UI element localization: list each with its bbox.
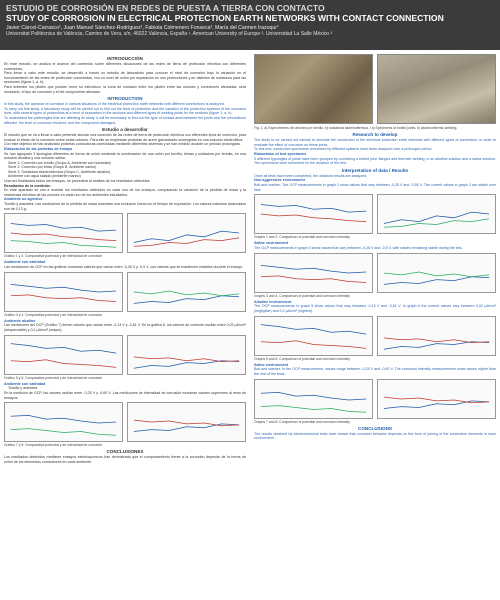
chart-row: [254, 253, 496, 293]
chart-row: [4, 402, 246, 442]
interpretation-subheading: Non-aggressive environment: [254, 178, 305, 183]
graph-potential: [254, 316, 373, 356]
chart-row: [4, 213, 246, 253]
graph-intensity: [127, 272, 246, 312]
specimen-photo-welded: [377, 54, 496, 124]
graph-intensity: [127, 335, 246, 375]
methods-es-paragraph: Se han agrupado 3 tipologías diferentes de forma de unión mediante la combinación de una unión por tornillo, bridas y soldadura por termita, en una solución alcalina y una solución salina.: [4, 151, 246, 161]
intro-en-paragraph: To understand the pathologies that are affecting its study, it will be necessary to find out the type of contact area between the joints and the connections affected, the level of corrosion involved, and the component damaged.: [4, 115, 246, 125]
methods-es-paragraph: Con este objetivo se han analizado probetas conductoras conectadas mediante diferentes sistemas y se han medido durante un periodo prolongado.: [4, 142, 242, 147]
results-es-paragraph: Las mediciones del OCP (Gráfico 7) tienen valores que varían entre -0,14 V y -0,61 V. En la gráfica 8, los valores de corriente oscilan entre 0,02 μA/cm² (despreciable) y 0,2 μA/cm² (mayor).: [4, 323, 246, 332]
methods-es-title: Estudio a desarrollar: [102, 127, 148, 133]
results-es-paragraph: En este apartado se van a mostrar los resultados obtenidos en cada uno de los ensayos, comparando la variación de la pérdida de masa y la resistencia eléctrica de las uniones en cada uno de los ambientes estudiados.: [4, 188, 246, 197]
intro-en-paragraph: In this study, the advance of corrosion in various situations of the electrical protection earth networks with different connections is analyzed.: [4, 102, 225, 107]
graph-intensity: [377, 253, 496, 293]
results-es-subheading: Ambiente con salinidad: [4, 381, 46, 386]
graph-intensity: [377, 316, 496, 356]
intro-es-paragraph: Para entender los pilotes que pueden tener su estructura, la zona de contacto entre los pilotes entre las uniones y conexiones afectadas, será necesario, el tipo de corrosión y el del componente afectado.: [4, 84, 246, 94]
graph-caption: Graphs 1 and 2. Comparison of potential and corrosion intensity: [254, 235, 350, 240]
conclusions-es-paragraph: Los resultados obtenidos mediante ensayos electroquímicos han demostrado que el comportamiento frente a la corrosión depende de la forma de unión de los elementos conductores en cada ambiente.: [4, 455, 246, 464]
research-paragraph: 3 different typologies of joints have been grouped by combining a bolted joint, flanges and thermite welding, in an alkaline solution and a saline solution. The specimens were immersed for the duration of the test.: [254, 156, 496, 166]
intro-es-paragraph: En este estudio, se analiza el avance del contenido sobre diferentes situaciones de las redes de tierra de protección eléctrica con diferentes conexiones.: [4, 62, 246, 71]
interpretation-paragraph: Once all tests have been completed, the obtained results are analyzed.: [254, 173, 368, 178]
graph-intensity: [127, 213, 246, 253]
left-column: [4, 54, 246, 596]
chart-row: [254, 379, 496, 419]
graph-caption: Graphs 7 and 8. Comparison of potential and corrosion intensity: [254, 419, 350, 424]
authors: Javier Cárcel-Carrasco¹, Juan Manuel Sánchez-Rodríguez², Fabiola Colmenero Fonseca³, María del Carmen Irazoqui⁴: [6, 25, 279, 31]
interpretation-subheading: Saline environment: [254, 362, 289, 367]
intro-es-paragraph: Para llevar a cabo este estudio, se desarrolló a través un estudio de laboratorio para conocer el nivel de corrosión bajo la variación en el funcionamiento de las redes de protección conectadas, con un nivel de unión por separación en sus protecciones y en distintos de soldadura para las secciones (figura 1, a, b).: [4, 71, 246, 85]
interpretation-paragraph: Bolt and washer: The OCP measurements in graph 1 show values that vary between -0,25 V and -0,55 V. The current values in graph 2 are stable over time.: [254, 182, 496, 192]
results-es-subheading: Ambiente alcalino: [4, 318, 36, 323]
interpretation-subheading: Saline environment: [254, 241, 289, 246]
affiliations: Universitat Politècnica de València, Camino de Vera, s/n, 46022 València, España ¹. American University of Europe ². Universidad La Salle México ³: [6, 31, 333, 38]
methods-es-paragraph: El estudio que se va a llevar a cabo pretende simular una conexión de las redes de tierra de protección eléctrica con diferentes tipos de conexión, para evaluar el efecto de la corrosión sobre estas uniones. Para ello se emplearán probetas de acero galvanizado sumergidas en una solución electrolítica.: [4, 133, 246, 142]
graph-caption: Graphs 3 and 4. Comparison of potential and corrosion intensity: [254, 293, 350, 298]
interpretation-title: Interpretation of data / Results: [341, 167, 409, 173]
graph-potential: [254, 379, 373, 419]
title-spanish: ESTUDIO DE CORROSIÓN EN REDES DE PUESTA A TIERRA CON CONTACTO: [6, 3, 325, 13]
graph-intensity: [127, 402, 246, 442]
research-paragraph: To this end, conductive specimens connected by different systems have been analyzed over a prolonged period.: [254, 147, 433, 152]
title-english: STUDY OF CORROSION IN ELECTRICAL PROTECTION EARTH NETWORKS WITH CONTACT CONNECTION: [6, 13, 444, 23]
graph-potential: [254, 194, 373, 234]
results-es-subheading: Ambiente no agresivo: [4, 197, 43, 202]
graph-potential: [254, 253, 373, 293]
chart-row: [254, 316, 496, 356]
results-es-title: Resultados de la medición: [4, 183, 51, 188]
graph-potential: [4, 335, 123, 375]
specimen-figure: [254, 54, 496, 124]
graph-potential: [4, 402, 123, 442]
results-es-paragraph: En la medición de OCP, los valores oscilan entre -0,25 V y -0,60 V. Las mediciones de intensidad de corrosión muestran valores superiores al resto de ensayos.: [4, 390, 246, 400]
poster-header: [0, 0, 500, 50]
interpretation-subheading: Alkaline environment: [254, 299, 292, 304]
poster-body: [4, 54, 496, 596]
results-es-subheading: Ambiente con salinidad: [4, 260, 46, 265]
conclusions-title: CONCLUSIONS: [358, 425, 392, 431]
methods-es-subheading: Elaboración de las probetas de ensayo: [4, 146, 73, 151]
specimen-photo-bolted: [254, 54, 373, 124]
list-item: Serie 2: Conexión por brida (Grupo B, Ambiente salino): [8, 165, 96, 170]
results-es-paragraph: Tornillo y arandela: Las mediciones de la pérdida de masa muestran una evolución lineal con el tiempo de exposición. Los valores máximos alcanzados son de 0,13 g.: [4, 202, 246, 211]
intro-en-title: INTRODUCTION: [107, 96, 143, 102]
research-paragraph: The study to be carried out intends to simulate the connection of the electrical protection earth networks with different types of connection, in order to evaluate the effect of corrosion on these joints.: [254, 138, 496, 147]
interpretation-paragraph: Bolt and washer: In the OCP measurement, values range between -0,25 V and -0,60 V. The corrosion intensity measurements show values higher than the rest of the tests.: [254, 367, 496, 376]
interpretation-paragraph: The OCP measurements in graph 5 show values that vary between -0,14 V and -0,61 V. In graph 6 the current values vary between 0,02 μA/cm² (negligible) and 0,2 μA/cm² (highest).: [254, 304, 496, 313]
chart-row: [4, 335, 246, 375]
methods-es-paragraph: Una vez finalizados todos los ensayos, se procederá al análisis de los resultados obtenidos.: [4, 179, 151, 184]
graph-intensity: [377, 194, 496, 234]
graph-caption: Gráfico 3 y 4. Comparativa potencial y de intensidad de corrosión: [4, 312, 103, 317]
graph-caption: Gráfico 5 y 6. Comparativa potencial y de intensidad de corrosión: [4, 375, 103, 380]
right-column: [254, 54, 496, 596]
graph-potential: [4, 213, 123, 253]
graph-caption: Gráfico 1 y 2. Comparativa potencial y de intensidad de corrosión: [4, 254, 103, 259]
results-es-paragraph: Las mediciones de OCP en las gráficas muestran valores que varían entre -0,25 V y -0,5 V, con valores que se mantienen estables durante el ensayo.: [4, 265, 244, 270]
chart-row: [254, 194, 496, 234]
intro-es-title: INTRODUCCIÓN: [107, 56, 143, 61]
intro-en-paragraph: To carry out this study, a laboratory study will be carried out to find out the level of protection and the variation of the protection systems of the corrosion level, with several types of protections at a level of separation in the sections and different types of welding joints for the sections (figure 1, a, b).: [4, 106, 246, 116]
list-item: Ambiente con agua salada (ambiente marino): [8, 174, 81, 179]
list-item: Serie 3: Soldadura aluminotérmica (Grupo C, Ambiente alcalino): [8, 169, 111, 174]
list-item: Tornillo y arandela: [8, 386, 38, 391]
graph-intensity: [377, 379, 496, 419]
graph-potential: [4, 272, 123, 312]
research-subheading: Elaboration of test specimens: [254, 151, 307, 156]
figure-caption: Fig. 1. a) Especímenes de uniones por tornillo, b) soldadura aluminotérmica. / a) Specimens of bolted joints, b) aluminothermic welding.: [254, 126, 458, 130]
graph-caption: Graphs 5 and 6. Comparison of potential and corrosion intensity: [254, 356, 350, 361]
graph-caption: Gráfico 7 y 8. Comparativa potencial y de intensidad de corrosión: [4, 443, 103, 448]
interpretation-paragraph: The OCP measurements in graph 3 show values that vary between -0,25 V and -0,5 V, with values remaining stable during the test.: [254, 245, 463, 250]
list-item: Serie 1: Conexión por tornillo (Grupo A, Ambiente con humedad): [8, 160, 111, 165]
chart-row: [4, 272, 246, 312]
conclusions-es-title: CONCLUSIONES: [106, 449, 144, 455]
conclusions-paragraph: The results obtained by electrochemical tests have shown that corrosion behavior depends on the form of joining of the conductive elements in each environment.: [254, 431, 496, 441]
research-title: Research to develop: [352, 132, 398, 138]
